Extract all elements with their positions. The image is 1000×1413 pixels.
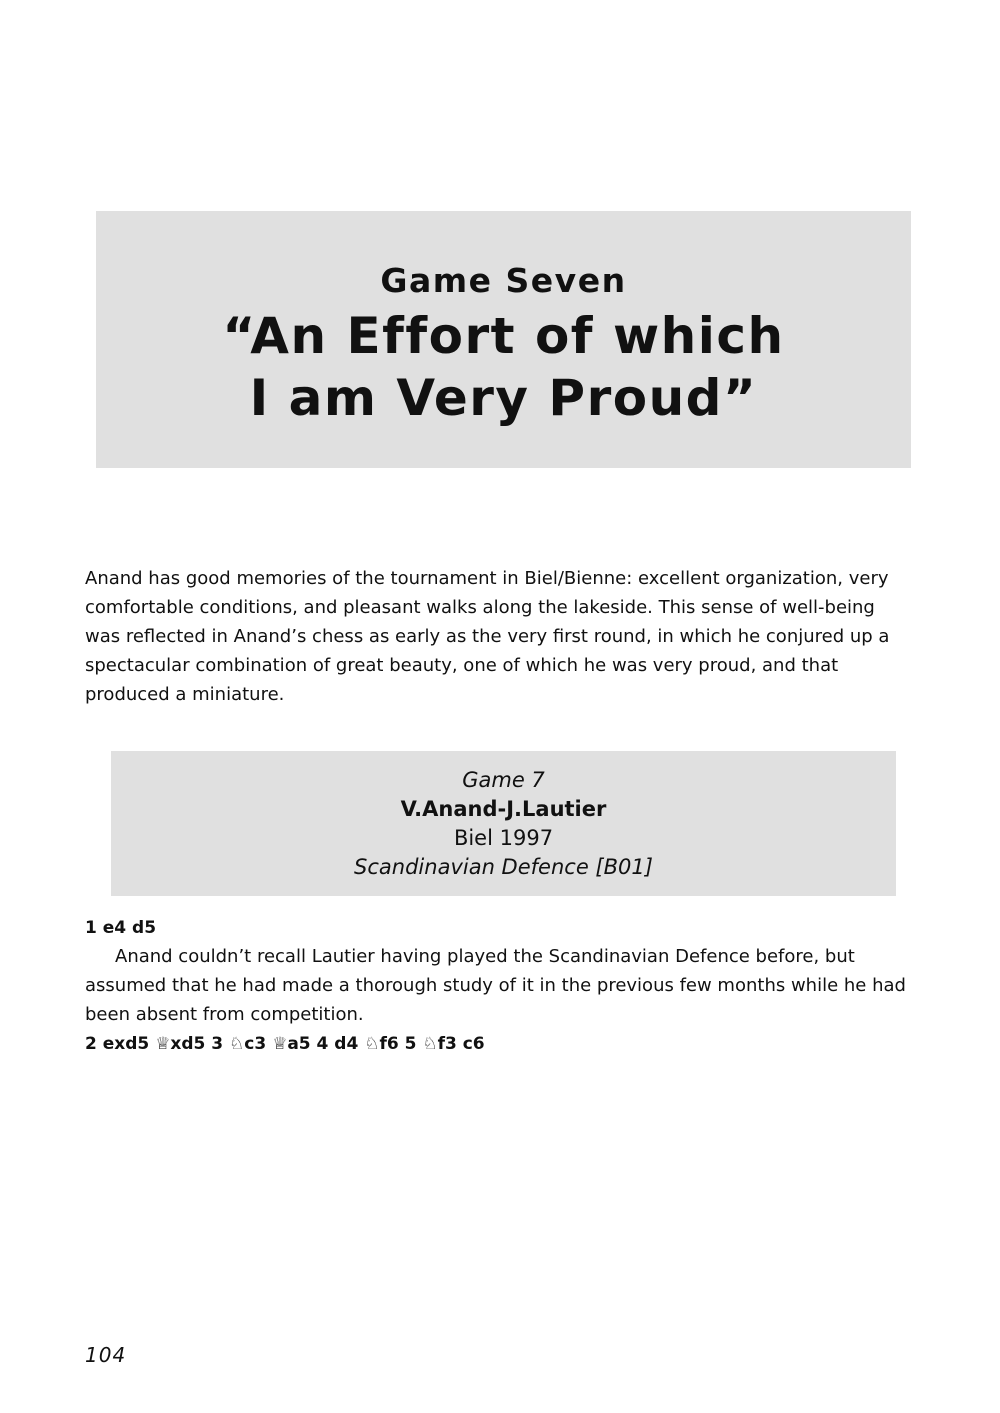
game-number: Game 7 [462,768,545,792]
commentary-paragraph: Anand couldn’t recall Lautier having played the Scandinavian Defence before, but assumed that he had made a thorough study of it in the previous few months while he had been absent from competition. [85,946,906,1025]
chapter-title-line-1: “An Effort of which [222,307,785,365]
game-opening: Scandinavian Defence [B01] [354,855,653,879]
moves-line-2: 2 exd5 ♕xd5 3 ♘c3 ♕a5 4 d4 ♘f6 5 ♘f3 c6 [85,1034,485,1054]
game-event: Biel 1997 [453,826,554,850]
intro-paragraph: Anand has good memories of the tournament in Biel/Bienne: excellent organization, very comfortable conditions, and pleasant walks along the lakeside. This sense of well-being was reflected in Anand’s chess as early as the very first round, in which he conjured up a spectacular combination of great beauty, one of which he was very proud, and that produced a miniature. [85,568,890,705]
chapter-title [96,305,911,429]
game-header [111,751,896,896]
game-players: V.Anand-J.Lautier [400,797,607,821]
chapter-title-line-2: I am Very Proud” [249,369,758,427]
chapter-label: Game Seven [380,261,627,300]
chapter-header [96,211,911,468]
page-number: 104 [85,1343,127,1367]
moves-line-1: 1 e4 d5 [85,918,157,938]
